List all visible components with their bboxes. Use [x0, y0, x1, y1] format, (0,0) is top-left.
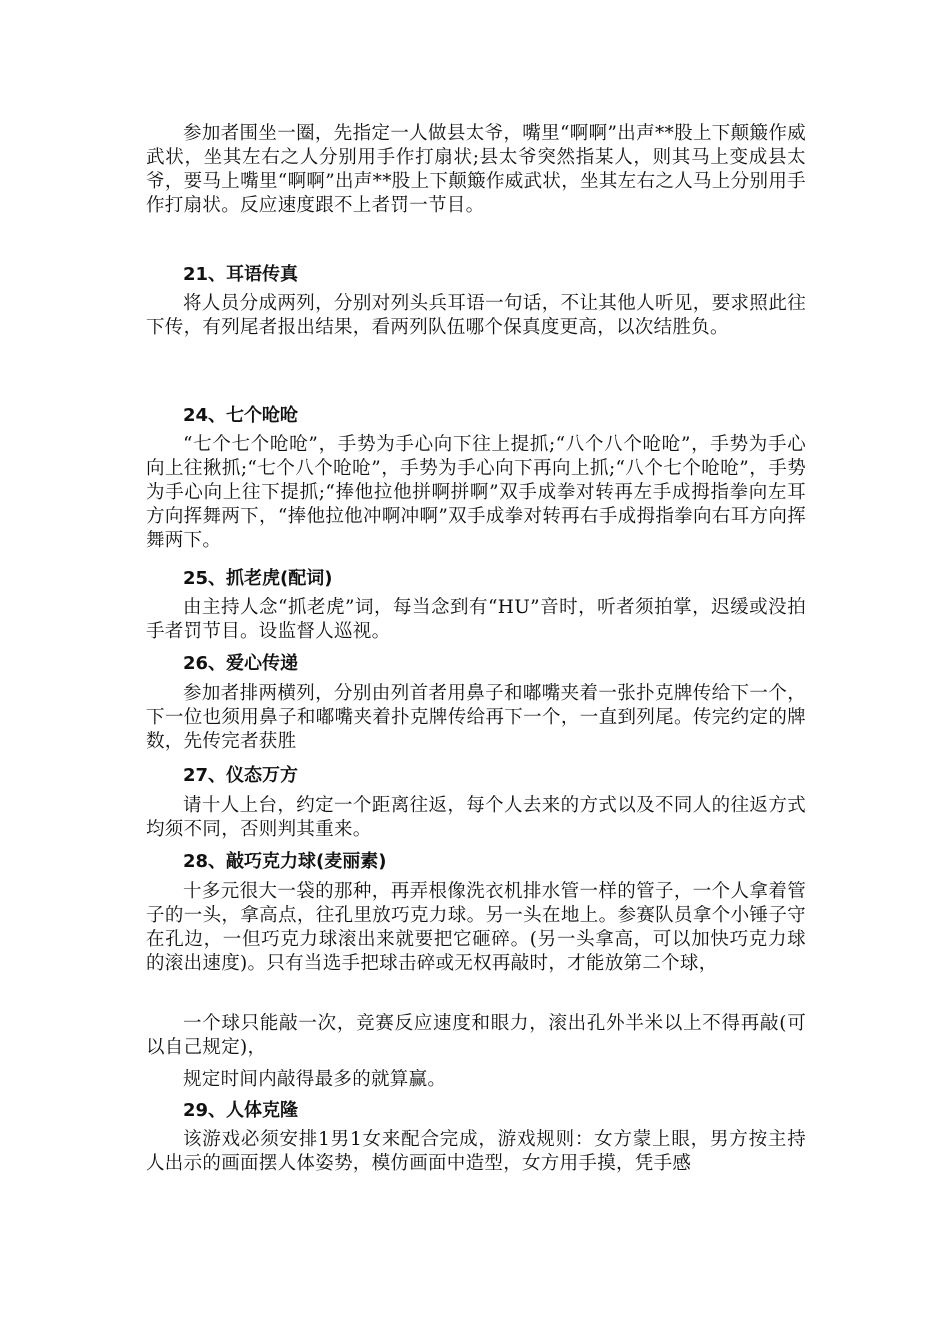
section-paragraph: 十多元很大一袋的那种，再弄根像洗衣机排水管一样的管子，一个人拿着管子的一头，拿高点，往孔里放巧克力球。另一头在地上。参赛队员拿个小锤子守在孔边，一但巧克力球滚出来就要把它砸碎。(另一头拿高，可以加快巧克力球的滚出速度)。只有当选手把球击碎或无权再敲时，才能放第二个球， [146, 881, 806, 974]
section-paragraph: 参加者排两横列，分别由列首者用鼻子和嘟嘴夹着一张扑克牌传给下一个，下一位也须用鼻子和嘟嘴夹着扑克牌传给再下一个，一直到列尾。传完约定的牌数，先传完者获胜 [146, 683, 806, 752]
section-paragraph: 一个球只能敲一次，竞赛反应速度和眼力，滚出孔外半米以上不得再敲(可以自己规定)， [146, 1013, 806, 1058]
section-paragraph: “七个七个呛呛”，手势为手心向下往上提抓;“八个八个呛呛”，手势为手心向上往揪抓;“七个八个呛呛”，手势为手心向下再向上抓;“八个七个呛呛”，手势为手心向上往下提抓;“捧他拉他拼啊拼啊”双手成拳对转再左手成拇指拳向左耳方向挥舞两下，“捧他拉他冲啊冲啊”双手成拳对转再右手成拇指拳向右耳方向挥舞两下。 [146, 434, 806, 551]
section-paragraph: 规定时间内敲得最多的就算赢。 [183, 1069, 447, 1090]
section-title: 29、人体克隆 [183, 1100, 299, 1121]
section-title: 21、耳语传真 [183, 264, 299, 285]
section-title: 26、爱心传递 [183, 653, 299, 674]
section-paragraph: 将人员分成两列，分别对列头兵耳语一句话，不让其他人听见，要求照此往下传，有列尾者报出结果，看两列队伍哪个保真度更高，以次结胜负。 [146, 293, 806, 338]
section-title: 24、七个呛呛 [183, 405, 299, 426]
section-paragraph: 该游戏必须安排1男1女来配合完成，游戏规则：女方蒙上眼，男方按主持人出示的画面摆人体姿势，模仿画面中造型，女方用手摸，凭手感 [146, 1129, 806, 1174]
section-paragraph: 由主持人念“抓老虎”词，每当念到有“HU”音时，听者须拍掌，迟缓或没拍手者罚节目。设监督人巡视。 [146, 597, 806, 642]
intro-paragraph: 参加者围坐一圈，先指定一人做县太爷，嘴里“啊啊”出声**股上下颠簸作威武状，坐其左右之人分别用手作打扇状;县太爷突然指某人，则其马上变成县太爷，要马上嘴里“啊啊”出声**股上下颠簸作威武状，坐其左右之人马上分别用手作打扇状。反应速度跟不上者罚一节目。 [146, 123, 806, 216]
section-title: 27、仪态万方 [183, 765, 299, 786]
section-title: 25、抓老虎(配词) [183, 568, 333, 589]
section-title: 28、敲巧克力球(麦丽素) [183, 851, 387, 872]
section-paragraph: 请十人上台，约定一个距离往返，每个人去来的方式以及不同人的往返方式均须不同，否则判其重来。 [146, 795, 806, 840]
